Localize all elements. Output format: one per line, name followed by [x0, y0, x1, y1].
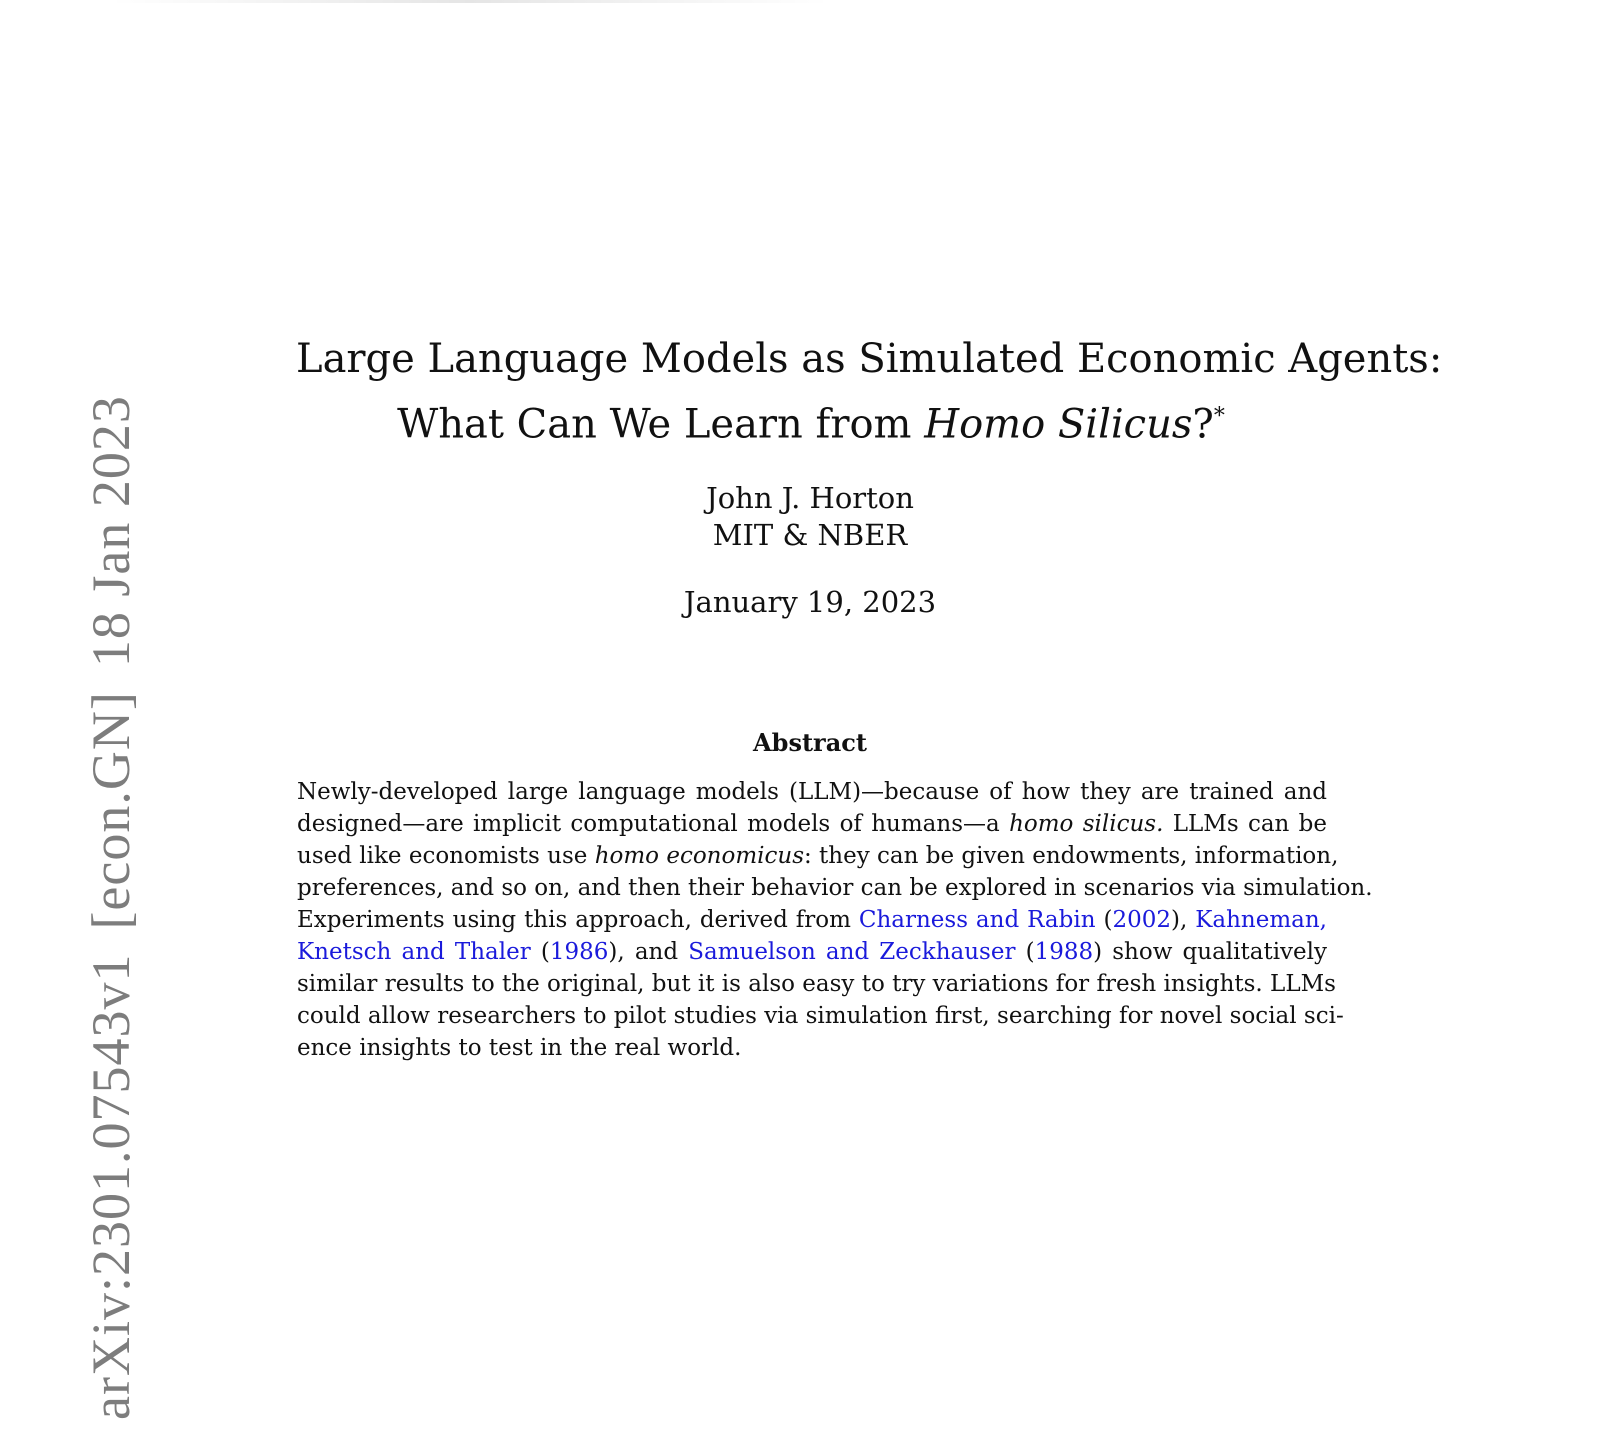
abstract-text: , and [617, 939, 679, 965]
abstract-line: ence insights to test in the real world. [297, 1035, 742, 1061]
title-line-2-prefix: What Can We Learn from [397, 401, 912, 448]
title-footnote-mark[interactable]: * [1213, 404, 1225, 429]
abstract-line: preferences, and so on, and then their behavior can be explored in scenarios via simulation. [297, 875, 1373, 901]
arxiv-date: 18 Jan 2023 [81, 395, 141, 668]
title-line-2-suffix: ? [1192, 401, 1214, 448]
abstract-line [297, 808, 1327, 840]
author-block [520, 480, 1100, 554]
citation-year-link-2002[interactable]: 2002 [1112, 907, 1171, 933]
abstract-line: Knetsch and Thaler (1986), and Samuelson and Zeckhauser (1988) show qualitatively [297, 939, 1328, 965]
abstract-line [297, 840, 1339, 872]
abstract-text: Experiments using this approach, derived from [297, 907, 851, 933]
title-line-1: Large Language Models as Simulated Economic Agents: [296, 336, 1443, 382]
term-homo-economicus: homo economicus [594, 843, 804, 869]
abstract-text: designed—are implicit computational models of humans—a [297, 811, 1000, 837]
paper-date: January 19, 2023 [683, 585, 937, 619]
abstract-line: Experiments using this approach, derived from Charness and Rabin (2002), Kahneman, [297, 907, 1327, 933]
citation-link-knetsch-thaler[interactable]: Knetsch and Thaler [297, 939, 531, 965]
arxiv-id: arXiv:2301.07543v1 [81, 953, 141, 1420]
abstract-heading: Abstract [753, 728, 867, 757]
title-line-2 [296, 388, 1326, 453]
abstract-line: could allow researchers to pilot studies via simulation first, searching for novel social sci- [297, 1003, 1344, 1029]
author-affiliation: MIT & NBER [712, 518, 908, 552]
citation-year-link-1988[interactable]: 1988 [1034, 939, 1094, 965]
author-name: John J. Horton [706, 481, 914, 515]
term-homo-silicus: homo silicus. [1009, 811, 1164, 837]
abstract-line: Newly-developed large language models (LLM)—because of how they are trained and [297, 779, 1327, 805]
citation-link-charness-rabin[interactable]: Charness and Rabin [858, 907, 1096, 933]
abstract-text: LLMs can be [1172, 811, 1328, 837]
abstract-body [297, 776, 1373, 1064]
abstract-text: used like economists use [297, 843, 588, 869]
abstract-text: : they can be given endowments, information, [804, 843, 1339, 869]
paper-title [296, 330, 1443, 453]
citation-link-samuelson-zeckhauser[interactable]: Samuelson and Zeckhauser [688, 939, 1016, 965]
top-edge-shadow [110, 0, 830, 3]
citation-link-kahneman[interactable]: Kahneman, [1195, 907, 1327, 933]
abstract-line: similar results to the original, but it is also easy to try variations for fresh insights. LLMs [297, 971, 1336, 997]
arxiv-identifier-stamp [81, 395, 141, 1420]
citation-year-link-1986[interactable]: 1986 [549, 939, 609, 965]
abstract-text: show qualitatively [1112, 939, 1328, 965]
arxiv-category: [econ.GN] [81, 691, 141, 930]
title-homo-silicus: Homo Silicus [924, 401, 1193, 448]
